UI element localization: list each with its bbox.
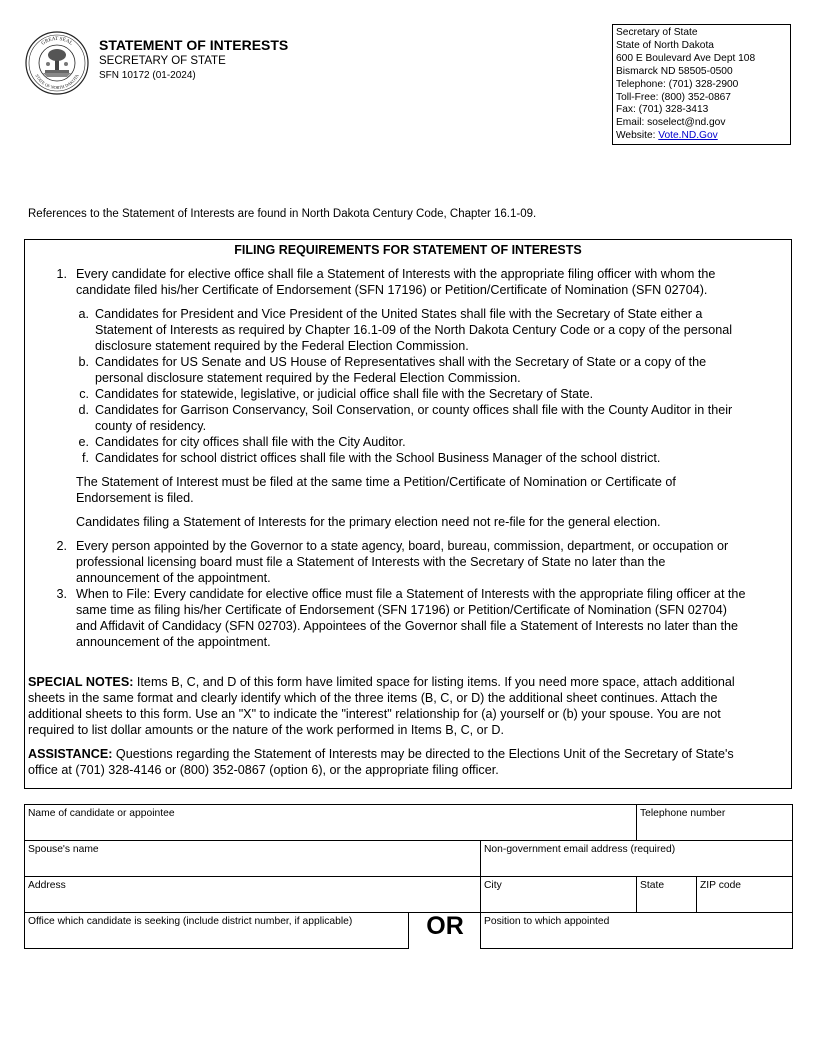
item-text (76, 538, 728, 586)
text-span: Items B, C, and D of this form have limited space for listing items. If you need more space, attach additional (133, 675, 735, 689)
item-text (76, 266, 715, 298)
field-label: Telephone number (640, 808, 726, 819)
item-number: 2. (56, 539, 67, 553)
office-sought-field[interactable] (24, 912, 409, 949)
item-text (76, 586, 745, 650)
contact-line: Email: soselect@nd.gov (616, 117, 726, 129)
text-line: announcement of the appointment. (76, 635, 271, 649)
primary-election-paragraph: Candidates filing a Statement of Interests for the primary election need not re-file for the general election. (76, 515, 661, 529)
sub-text (95, 450, 660, 466)
assistance-note (28, 746, 734, 778)
text-line: additional sheets to this form. Use an "X" to indicate the "interest" relationship for (a) yourself or (b) your spouse. You are not (28, 707, 721, 721)
text-line: Candidates for city offices shall file with the City Auditor. (95, 435, 406, 449)
text-span: Questions regarding the Statement of Interests may be directed to the Elections Unit of the Secretary of State's (112, 747, 734, 761)
text-line (28, 674, 735, 690)
item-number: 1. (56, 267, 67, 281)
text-line: Candidates for Garrison Conservancy, Soil Conservation, or county offices shall file with the County Auditor in their (95, 403, 733, 417)
contact-line: Toll-Free: (800) 352-0867 (616, 91, 731, 103)
contact-line: Bismarck ND 58505-0500 (616, 65, 733, 77)
city-field[interactable] (480, 876, 637, 913)
sub-letter: d. (78, 403, 89, 417)
text-line: When to File: Every candidate for elective office must file a Statement of Interests with the appropriate filing officer at the (76, 587, 746, 601)
text-line: Candidates for statewide, legislative, or judicial office shall file with the Secretary of State. (95, 387, 594, 401)
item-number: 3. (56, 587, 67, 601)
text-line: Candidates for US Senate and US House of Representatives shall with the Secretary of State or a copy of the (95, 355, 707, 369)
text-line: office at (701) 328-4146 or (800) 352-0867 (option 6), or the appropriate filing officer. (28, 763, 499, 777)
seal-text-bottom: STATE OF NORTH DAKOTA (34, 73, 80, 91)
text-line: same time as filing his/her Certificate of Endorsement (SFN 17196) or Petition/Certificate of Nomination (SFN 02704) (76, 603, 727, 617)
text-line: Every person appointed by the Governor to a state agency, board, bureau, commission, department, or occupation or (76, 539, 729, 553)
sub-text (95, 434, 406, 450)
email-field[interactable] (480, 840, 793, 877)
state-field[interactable] (636, 876, 697, 913)
sub-letter: e. (78, 435, 89, 449)
text-line (28, 746, 734, 762)
contact-line: Fax: (701) 328-3413 (616, 104, 709, 116)
seal-text-top: GREAT SEAL (40, 35, 74, 47)
text-line: sheets in the same format and clearly identify which of the three items (B, C, or D) the additional sheet continues. Attach the (28, 691, 718, 705)
contact-line: Secretary of State (616, 27, 698, 38)
filing-timing-paragraph (76, 474, 676, 506)
sub-letter: f. (82, 451, 89, 465)
website-label: Website: (616, 130, 659, 142)
spouse-name-field[interactable] (24, 840, 481, 877)
references-note: References to the Statement of Interests are found in North Dakota Century Code, Chapter 16.1-09. (28, 208, 537, 220)
text-line: announcement of the appointment. (76, 571, 271, 585)
north-dakota-seal (25, 31, 89, 95)
field-label: Position to which appointed (484, 916, 610, 927)
sub-text (95, 402, 732, 434)
sub-letter: b. (78, 355, 89, 369)
special-notes-label: SPECIAL NOTES: (28, 675, 134, 689)
form-number: SFN 10172 (01-2024) (99, 70, 196, 81)
field-label: Spouse's name (28, 844, 99, 855)
field-label: City (484, 880, 502, 891)
form-title: STATEMENT OF INTERESTS (99, 37, 289, 53)
sub-letter: a. (78, 307, 89, 321)
field-label: ZIP code (700, 880, 742, 891)
contact-line: Telephone: (701) 328-2900 (616, 78, 739, 90)
sub-text (95, 354, 706, 386)
text-line: required to list dollar amounts or the nature of the work performed in Items B, C, or D. (28, 723, 504, 737)
appointed-position-field[interactable] (480, 912, 793, 949)
filing-requirements-box (24, 239, 792, 789)
text-line: Every candidate for elective office shall file a Statement of Interests with the appropriate filing officer with whom the (76, 267, 716, 281)
text-line: candidate filed his/her Certificate of Endorsement (SFN 17196) or Petition/Certificate of Nomination (SFN 02704). (76, 283, 708, 297)
contact-line: 600 E Boulevard Ave Dept 108 (616, 52, 756, 64)
assistance-label: ASSISTANCE: (28, 747, 113, 761)
text-line: county of residency. (95, 419, 207, 433)
text-line: Candidates for school district offices shall file with the School Business Manager of the school district. (95, 451, 661, 465)
contact-line: State of North Dakota (616, 39, 714, 51)
agency-name: SECRETARY OF STATE (99, 55, 226, 67)
text-line: Endorsement is filed. (76, 491, 194, 505)
special-notes (28, 674, 735, 738)
address-field[interactable] (24, 876, 481, 913)
sub-letter: c. (79, 387, 89, 401)
text-line: disclosure statement required by the Federal Election Commission. (95, 339, 469, 353)
text-line: and Affidavit of Candidacy (SFN 02703). Appointees of the Governor shall file a Statement of Interests no later than the (76, 619, 739, 633)
contact-website-line (616, 130, 790, 143)
telephone-field[interactable] (636, 804, 793, 841)
field-label: Name of candidate or appointee (28, 808, 175, 819)
requirements-title: FILING REQUIREMENTS FOR STATEMENT OF INTERESTS (234, 243, 582, 257)
field-label: Address (28, 880, 66, 891)
text-line: Statement of Interests as required by Chapter 16.1-09 of the North Dakota Century Code or a copy of the personal (95, 323, 733, 337)
field-label: State (640, 880, 665, 891)
or-separator: OR (426, 912, 464, 940)
candidate-name-field[interactable] (24, 804, 637, 841)
text-line: The Statement of Interest must be filed at the same time a Petition/Certificate of Nomination or Certificate of (76, 475, 676, 489)
field-label: Office which candidate is seeking (include district number, if applicable) (28, 916, 353, 927)
field-label: Non-government email address (required) (484, 844, 676, 855)
website-link[interactable]: Vote.ND.Gov (658, 130, 718, 142)
text-line: Candidates for President and Vice President of the United States shall file with the Secretary of State either a (95, 307, 703, 321)
contact-box (612, 24, 791, 145)
text-line: personal disclosure statement required by the Federal Election Commission. (95, 371, 521, 385)
sub-text (95, 306, 732, 354)
text-line: professional licensing board must file a Statement of Interests with the Secretary of State no later than the (76, 555, 666, 569)
sub-text (95, 386, 593, 402)
zip-field[interactable] (696, 876, 793, 913)
